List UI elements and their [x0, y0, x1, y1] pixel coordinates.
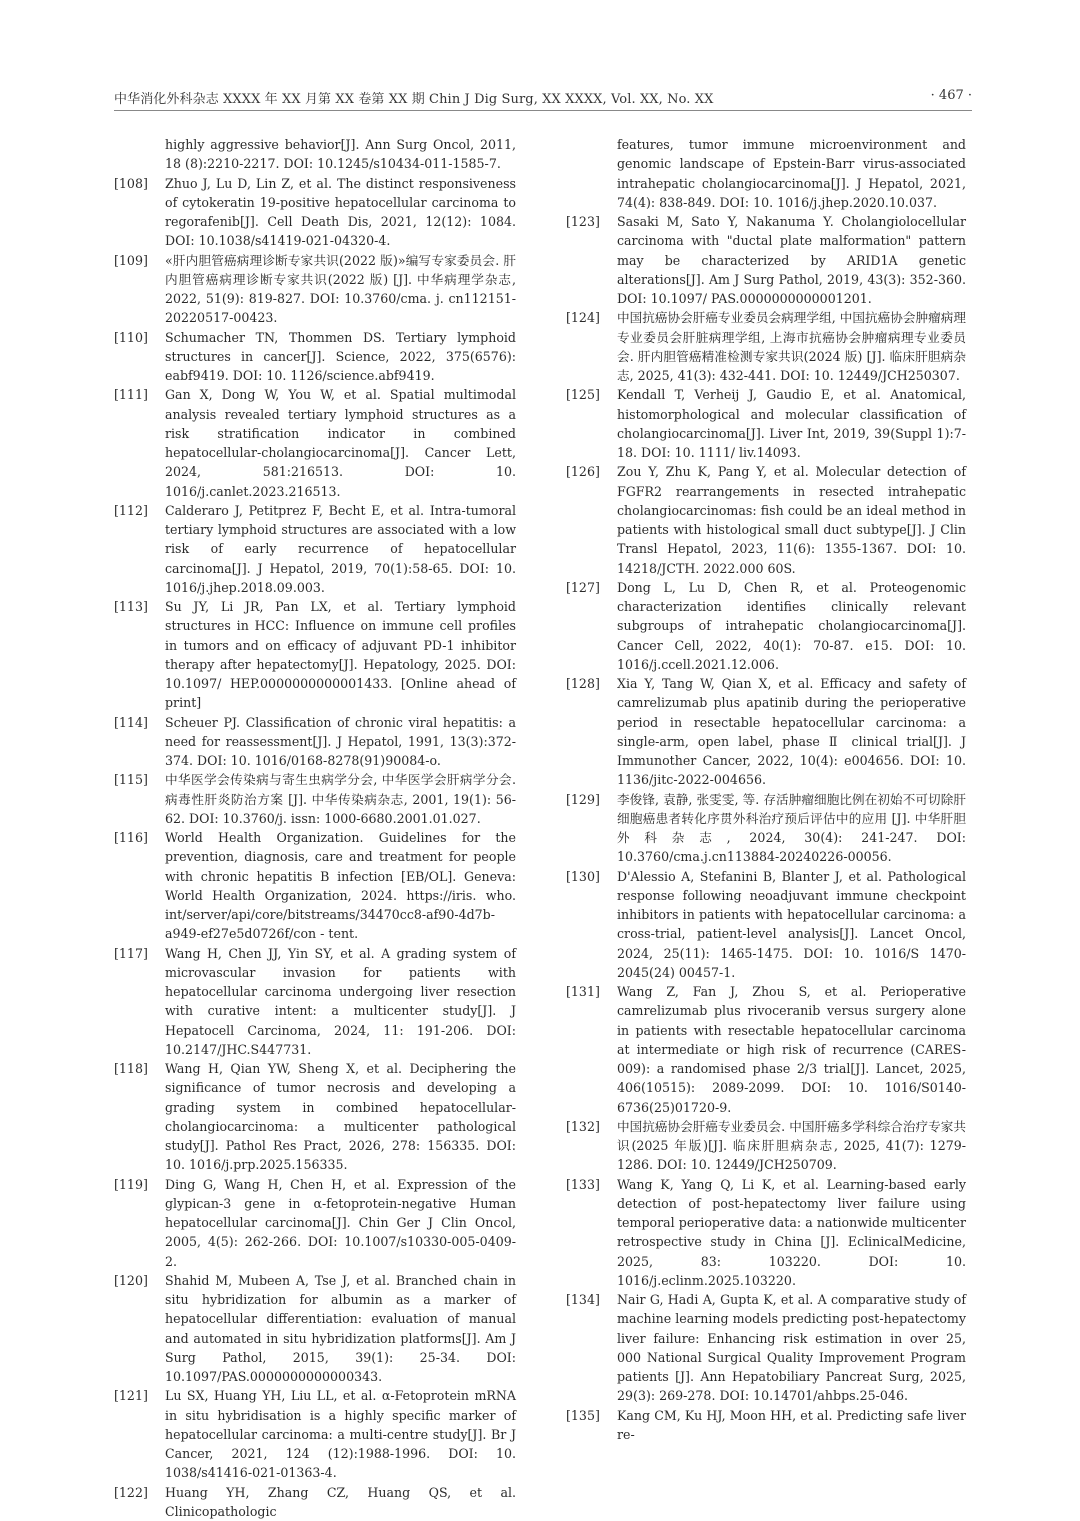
reference-item: [114] Scheuer PJ. Classification of chronic viral hepatitis: a need for reassessment[J]. J Hepatol, 1991, 13(3):372-374. DOI: 10. 1016/0168-8278(91)90084-o.: [114, 713, 516, 771]
reference-item: [127] Dong L, Lu D, Chen R, et al. Proteogenomic characterization identifies clinically relevant subgroups of intrahepatic cholangiocarcinoma[J]. Cancer Cell, 2022, 40(1): 70-87. e15. DOI: 10. 1016/j.ccell.2021.12.006.: [566, 578, 966, 674]
reference-item: [118] Wang H, Qian YW, Sheng X, et al. Deciphering the significance of tumor necrosis and developing a grading system in combined hepatocellular-cholangiocarcinoma: a multicenter pathological study[J]. Pathol Res Pract, 2026, 278: 156335. DOI: 10. 1016/j.prp.2025.156335.: [114, 1059, 516, 1175]
reference-item: [128] Xia Y, Tang W, Qian X, et al. Efficacy and safety of camrelizumab plus apatinib during the perioperative period in resectable hepatocellular carcinoma: a single-arm, open label, phase Ⅱ clinical trial[J]. J Immunother Cancer, 2022, 10(4): e004656. DOI: 10. 1136/jitc-2022-004656.: [566, 674, 966, 790]
reference-item: [111] Gan X, Dong W, You W, et al. Spatial multimodal analysis revealed tertiary lymphoid structures as a risk stratification indicator in combined hepatocellular-cholangiocarcinoma[J]. Cancer Lett, 2024, 581:216513. DOI: 10. 1016/j.canlet.2023.216513.: [114, 385, 516, 501]
reference-item: [132] 中国抗癌协会肝癌专业委员会. 中国肝癌多学科综合治疗专家共识(2025 年版)[J]. 临床肝胆病杂志, 2025, 41(7): 1279-1286. DOI: 10. 12449/JCH250709.: [566, 1117, 966, 1175]
reference-item: [126] Zou Y, Zhu K, Pang Y, et al. Molecular detection of FGFR2 rearrangements in resected intrahepatic cholangiocarcinomas: fish could be an ideal method in patients with histological small duct subtype[J]. J Clin Transl Hepatol, 2023, 11(6): 1355-1367. DOI: 10. 14218/JCTH. 2022.000 60S.: [566, 462, 966, 578]
reference-continuation: features, tumor immune microenvironment and genomic landscape of Epstein-Barr virus-associated intrahepatic cholangiocarcinoma[J]. J Hepatol, 2021, 74(4): 838-849. DOI: 10. 1016/j.jhep.2020.10.037.: [566, 135, 966, 212]
reference-item: [116] World Health Organization. Guidelines for the prevention, diagnosis, care and treatment for people with chronic hepatitis B infection [EB/OL]. Geneva: World Health Organization, 2024. https://iris. who. int/server/api/core/bitstreams/34470cc8-af90-4d7b-a949-ef27e5d0726f/con - tent.: [114, 828, 516, 944]
reference-item: [115] 中华医学会传染病与寄生虫病学分会, 中华医学会肝病学分会. 病毒性肝炎防治方案 [J]. 中华传染病杂志, 2001, 19(1): 56-62. DOI: 10.3760/j. issn: 1000-6680.2001.01.027.: [114, 770, 516, 828]
reference-item: [113] Su JY, Li JR, Pan LX, et al. Tertiary lymphoid structures in HCC: Influence on immune cell profiles in tumors and on efficacy of adjuvant PD-1 inhibitor therapy after hepatectomy[J]. Hepatology, 2025. DOI: 10.1097/ HEP.0000000000001433. [Online ahead of print]: [114, 597, 516, 713]
reference-item: [129] 李俊锋, 袁静, 张雯雯, 等. 存活肿瘤细胞比例在初始不可切除肝细胞癌患者转化序贯外科治疗预后评估中的应用 [J]. 中华肝胆外科杂志, 2024, 30(4): 241-247. DOI: 10.3760/cma.j.cn113884-20240226-00056.: [566, 790, 966, 867]
reference-item: [133] Wang K, Yang Q, Li K, et al. Learning-based early detection of post-hepatectomy liver failure using temporal perioperative data: a nationwide multicenter retrospective study in China [J]. EclinicalMedicine, 2025, 83: 103220. DOI: 10. 1016/j.eclinm.2025.103220.: [566, 1175, 966, 1291]
reference-item: [109] «肝内胆管癌病理诊断专家共识(2022 版)»编写专家委员会. 肝内胆管癌病理诊断专家共识(2022 版) [J]. 中华病理学杂志, 2022, 51(9): 819-827. DOI: 10.3760/cma. j. cn112151-20220517-00423.: [114, 251, 516, 328]
reference-item: [125] Kendall T, Verheij J, Gaudio E, et al. Anatomical, histomorphological and molecular classification of cholangiocarcinoma[J]. Liver Int, 2019, 39(Suppl 1):7-18. DOI: 10. 1111/ liv.14093.: [566, 385, 966, 462]
right-column: [566, 135, 966, 1444]
reference-item: [117] Wang H, Chen JJ, Yin SY, et al. A grading system of microvascular invasion for patients with hepatocellular carcinoma undergoing liver resection with curative intent: a multicenter study[J]. J Hepatocell Carcinoma, 2024, 11: 191-206. DOI: 10.2147/JHC.S447731.: [114, 944, 516, 1060]
reference-item: [122] Huang YH, Zhang CZ, Huang QS, et al. Clinicopathologic: [114, 1483, 516, 1521]
journal-header: 中华消化外科杂志 XXXX 年 XX 月第 XX 卷第 XX 期 Chin J Dig Surg, XX XXXX, Vol. XX, No. XX: [114, 88, 713, 107]
reference-item: [110] Schumacher TN, Thommen DS. Tertiary lymphoid structures in cancer[J]. Science, 2022, 375(6576): eabf9419. DOI: 10. 1126/science.abf9419.: [114, 328, 516, 386]
reference-item: [121] Lu SX, Huang YH, Liu LL, et al. α-Fetoprotein mRNA in situ hybridisation is a highly specific marker of hepatocellular carcinoma: a multi-centre study[J]. Br J Cancer, 2021, 124 (12):1988-1996. DOI: 10. 1038/s41416-021-01363-4.: [114, 1386, 516, 1482]
reference-item: [124] 中国抗癌协会肝癌专业委员会病理学组, 中国抗癌协会肿瘤病理专业委员会肝脏病理学组, 上海市抗癌协会肿瘤病理专业委员会. 肝内胆管癌精准检测专家共识(2024 版) [J]. 临床肝胆病杂志, 2025, 41(3): 432-441. DOI: 10. 12449/JCH250307.: [566, 308, 966, 385]
page-header: [114, 86, 972, 110]
reference-item: [134] Nair G, Hadi A, Gupta K, et al. A comparative study of machine learning models predicting post-hepatectomy liver failure: Enhancing risk estimation in over 25, 000 National Surgical Quality Improvement Program patients [J]. Ann Hepatobiliary Pancreat Surg, 2025, 29(3): 269-278. DOI: 10.14701/ahbps.25-046.: [566, 1290, 966, 1406]
reference-item: [130] D'Alessio A, Stefanini B, Blanter J, et al. Pathological response following neoadjuvant immune checkpoint inhibitors in patients with hepatocellular carcinoma: a cross-trial, patient-level analysis[J]. Lancet Oncol, 2024, 25(11): 1465-1475. DOI: 10. 1016/S 1470-2045(24) 00457-1.: [566, 867, 966, 983]
header-rule: [114, 110, 972, 111]
reference-item: [119] Ding G, Wang H, Chen H, et al. Expression of the glypican-3 gene in α-fetoprotein-negative Human hepatocellular carcinoma[J]. Chin Ger J Clin Oncol, 2005, 4(5): 262-266. DOI: 10.1007/s10330-005-0409-2.: [114, 1175, 516, 1271]
reference-item: [108] Zhuo J, Lu D, Lin Z, et al. The distinct responsiveness of cytokeratin 19-positive hepatocellular carcinoma to regorafenib[J]. Cell Death Dis, 2021, 12(12): 1084. DOI: 10.1038/s41419-021-04320-4.: [114, 174, 516, 251]
reference-item: [112] Calderaro J, Petitprez F, Becht E, et al. Intra-tumoral tertiary lymphoid structures are associated with a low risk of early recurrence of hepatocellular carcinoma[J]. J Hepatol, 2019, 70(1):58-65. DOI: 10. 1016/j.jhep.2018.09.003.: [114, 501, 516, 597]
reference-item: [131] Wang Z, Fan J, Zhou S, et al. Perioperative camrelizumab plus rivoceranib versus surgery alone in patients with resectable hepatocellular carcinoma at intermediate or high risk of recurrence (CARES-009): a randomised phase 2/3 trial[J]. Lancet, 2025, 406(10515): 2089-2099. DOI: 10. 1016/S0140-6736(25)01720-9.: [566, 982, 966, 1117]
reference-item: [135] Kang CM, Ku HJ, Moon HH, et al. Predicting safe liver re-: [566, 1406, 966, 1445]
reference-continuation: highly aggressive behavior[J]. Ann Surg Oncol, 2011, 18 (8):2210-2217. DOI: 10.1245/s10434-011-1585-7.: [114, 135, 516, 174]
page-number: · 467 ·: [931, 88, 972, 103]
reference-item: [123] Sasaki M, Sato Y, Nakanuma Y. Cholangiolocellular carcinoma with "ductal plate malformation" pattern may be characterized by ARID1A genetic alterations[J]. Am J Surg Pathol, 2019, 43(3): 352-360. DOI: 10.1097/ PAS.0000000000001201.: [566, 212, 966, 308]
reference-item: [120] Shahid M, Mubeen A, Tse J, et al. Branched chain in situ hybridization for albumin as a marker of hepatocellular differentiation: evaluation of manual and automated in situ hybridization platforms[J]. Am J Surg Pathol, 2015, 39(1): 25-34. DOI: 10.1097/PAS.0000000000000343.: [114, 1271, 516, 1387]
left-column: [114, 135, 516, 1521]
